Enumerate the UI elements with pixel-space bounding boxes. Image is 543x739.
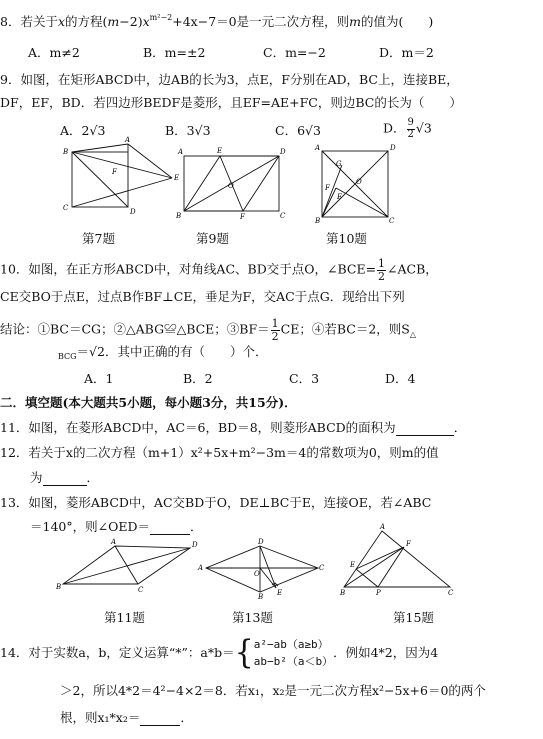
q10-fraction-2 bbox=[271, 318, 280, 342]
q14-line1 bbox=[0, 633, 439, 672]
q10-frac-num: 1 bbox=[378, 257, 386, 270]
q10-frac2-den: 2 bbox=[271, 329, 279, 343]
fig9-label-b: B bbox=[176, 212, 182, 220]
fig15-label-e: E bbox=[350, 561, 356, 569]
q8-option-b: B．m=±2 bbox=[143, 45, 206, 60]
q14-line3-b: ． bbox=[180, 710, 193, 725]
q8-x2: x bbox=[142, 14, 150, 29]
q12-line2 bbox=[30, 472, 99, 486]
q10-line4 bbox=[58, 346, 267, 359]
caption-fig13: 第13题 bbox=[232, 610, 273, 625]
q9-option-d-fraction bbox=[407, 118, 415, 140]
q10-line1-a: 10．如图，在正方形ABCD中，对角线AC、BD交于点O，∠BCE= bbox=[0, 261, 377, 277]
fig7-label-a: A bbox=[125, 136, 131, 144]
figure-10 bbox=[312, 143, 397, 223]
fig15-label-p: P bbox=[376, 589, 381, 597]
fig10-label-e: E bbox=[337, 193, 343, 201]
fig13-label-b: B bbox=[258, 593, 264, 601]
q12-line1: 12．若关于x的二次方程（m+1）x²+5x+m²−3m＝4的常数项为0，则m的值 bbox=[0, 445, 439, 460]
fig15-label-c: C bbox=[448, 589, 454, 597]
fig9-label-c: C bbox=[280, 212, 286, 220]
q10-fraction bbox=[377, 258, 386, 282]
q13-line1: 13．如图，菱形ABCD中，AC交BD于O，DE⊥BC于E，连接OE，若∠ABC bbox=[0, 495, 432, 510]
fig10-label-c: C bbox=[389, 217, 395, 225]
q10-line2: CE交BO于点E，过点B作BF⊥CE，垂足为F，交AC于点G．现给出下列 bbox=[0, 289, 405, 304]
q8-text-d: 的值为( ) bbox=[360, 14, 434, 29]
q10-option-c: C．3 bbox=[289, 371, 320, 386]
fig11-label-b: B bbox=[56, 583, 62, 591]
q14-blank[interactable] bbox=[140, 712, 180, 726]
q9-line1: 9．如图，在矩形ABCD中，边AB的长为3，点E，F分别在AD，BC上，连接BE， bbox=[0, 72, 459, 87]
q10-triangle: △ bbox=[409, 329, 416, 339]
q10-option-b: B．2 bbox=[183, 371, 213, 386]
q10-line3-a: 结论：①BC＝CG；②△ABG≌△BCE；③BF＝ bbox=[0, 321, 270, 337]
section-2-heading: 二．填空题(本大题共5小题，每小题3分，共15分)． bbox=[0, 395, 297, 410]
q9-option-d-radical: √3 bbox=[415, 120, 432, 136]
figure-7 bbox=[60, 136, 185, 217]
q8-option-d: D．m＝2 bbox=[379, 45, 434, 60]
q9-option-a: A．2√3 bbox=[60, 123, 106, 138]
fig13-label-o: O bbox=[254, 570, 260, 578]
q10-line1 bbox=[0, 258, 438, 282]
q14-line1-a: 14．对于实数a，b，定义运算“*”：a*b＝ bbox=[0, 644, 235, 660]
q14-line3-a: 根，则x₁*x₂＝ bbox=[60, 710, 141, 725]
q9-option-d-label: D． bbox=[383, 120, 406, 136]
q9-option-b: B．3√3 bbox=[165, 123, 211, 138]
q11-end: ． bbox=[453, 420, 467, 435]
q13-blank[interactable] bbox=[150, 521, 190, 535]
figure-11 bbox=[58, 540, 198, 595]
q8-number: 8． bbox=[0, 14, 21, 29]
fig10-label-g: G bbox=[336, 160, 342, 168]
q9-optd-den: 2 bbox=[407, 128, 414, 140]
fig10-label-f: F bbox=[325, 184, 330, 192]
fig10-label-a: A bbox=[315, 144, 321, 152]
q14-case1: a²−ab（a≥b） bbox=[253, 638, 329, 651]
fig7-label-e: E bbox=[174, 174, 180, 182]
q14-line1-b: ．例如4*2，因为4 bbox=[333, 644, 439, 660]
fig15-label-a: A bbox=[380, 523, 386, 531]
q13-line2 bbox=[30, 521, 203, 535]
fig11-label-c: C bbox=[138, 586, 144, 594]
q9-line2: DF，EF，BD．若四边形BEDF是菱形，且EF=AE+FC，则边BC的长为（ ） bbox=[0, 95, 462, 110]
caption-fig11: 第11题 bbox=[104, 610, 145, 625]
q10-line3 bbox=[0, 318, 416, 342]
q8-option-a: A．m≠2 bbox=[28, 45, 80, 60]
q14-brace: { bbox=[234, 633, 254, 672]
q13-line2-a: ＝140°，则∠OED＝ bbox=[30, 519, 150, 534]
fig10-label-b: B bbox=[315, 217, 321, 225]
q9-optd-num: 9 bbox=[407, 117, 414, 128]
q14-case2: ab−b²（a＜b） bbox=[253, 655, 334, 669]
caption-fig9: 第9题 bbox=[196, 231, 229, 246]
fig13-label-a: A bbox=[198, 564, 204, 572]
fig11-label-a: A bbox=[111, 538, 117, 546]
q8-m2: m bbox=[349, 14, 361, 29]
fig15-label-f: F bbox=[406, 540, 411, 548]
fig13-label-e: E bbox=[277, 589, 283, 597]
fig15-label-b: B bbox=[340, 589, 346, 597]
caption-fig10: 第10题 bbox=[326, 231, 367, 246]
fig7-label-d: D bbox=[130, 208, 136, 216]
fig9-label-f: F bbox=[240, 213, 245, 221]
fig9-label-e: E bbox=[217, 147, 223, 155]
fig11-label-d: D bbox=[192, 541, 198, 549]
figure-15 bbox=[340, 525, 460, 600]
q10-frac-den: 2 bbox=[378, 269, 386, 283]
q8-text-b: 的方程( bbox=[65, 14, 108, 29]
q13-line2-b: ． bbox=[189, 519, 203, 534]
q10-line1-b: ∠ACB， bbox=[387, 261, 438, 277]
fig10-label-o: O bbox=[356, 178, 362, 186]
q11-blank[interactable] bbox=[396, 422, 454, 436]
q8-line bbox=[0, 13, 434, 29]
q10-option-d: D．4 bbox=[385, 371, 416, 386]
q8-text-c: +4x−7＝0是一元二次方程，则 bbox=[172, 14, 350, 29]
q9-option-c: C．6√3 bbox=[275, 123, 321, 138]
q8-text-a: 若关于 bbox=[20, 14, 58, 29]
q8-minus2: −2) bbox=[119, 14, 143, 29]
q10-frac2-num: 1 bbox=[271, 317, 279, 330]
caption-fig15: 第15题 bbox=[393, 610, 434, 625]
q8-option-c: C．m=−2 bbox=[263, 45, 326, 60]
q8-exponent: m²−2 bbox=[149, 13, 173, 22]
q8-x: x bbox=[57, 14, 66, 29]
q11-line bbox=[0, 422, 466, 436]
q9-option-d bbox=[383, 118, 432, 140]
figure-9 bbox=[176, 146, 286, 221]
caption-fig7: 第7题 bbox=[82, 231, 115, 246]
q8-m: m bbox=[107, 14, 120, 29]
fig9-label-d: D bbox=[280, 148, 286, 156]
q10-line3-b: CE；④若BC＝2，则S bbox=[280, 321, 410, 337]
q10-line4-b: ＝√2．其中正确的有（ ）个． bbox=[76, 344, 268, 359]
q12-blank[interactable] bbox=[43, 472, 87, 486]
q14-line3 bbox=[60, 712, 193, 726]
fig9-label-a: A bbox=[178, 148, 184, 156]
q11-text: 11．如图，在菱形ABCD中，AC＝6，BD＝8，则菱形ABCD的面积为 bbox=[0, 420, 396, 435]
fig13-label-c: C bbox=[319, 564, 325, 572]
fig7-label-b: B bbox=[63, 148, 69, 156]
fig7-label-c: C bbox=[63, 204, 69, 212]
q14-line2: ＞2，所以4*2＝4²−4×2＝8．若x₁，x₂是一元二次方程x²−5x+6＝0的两个 bbox=[60, 683, 486, 698]
figure-13 bbox=[198, 538, 325, 601]
q12-line2-a: 为 bbox=[30, 470, 43, 485]
fig13-label-d: D bbox=[258, 538, 264, 546]
q14-cases bbox=[254, 636, 333, 670]
fig7-label-f: F bbox=[112, 168, 117, 176]
fig10-label-d: D bbox=[390, 144, 396, 152]
q10-line4-a: BCG bbox=[58, 352, 77, 361]
q10-option-a: A．1 bbox=[84, 371, 114, 386]
q12-line2-b: ． bbox=[86, 470, 100, 485]
fig9-label-o: O bbox=[228, 182, 234, 190]
